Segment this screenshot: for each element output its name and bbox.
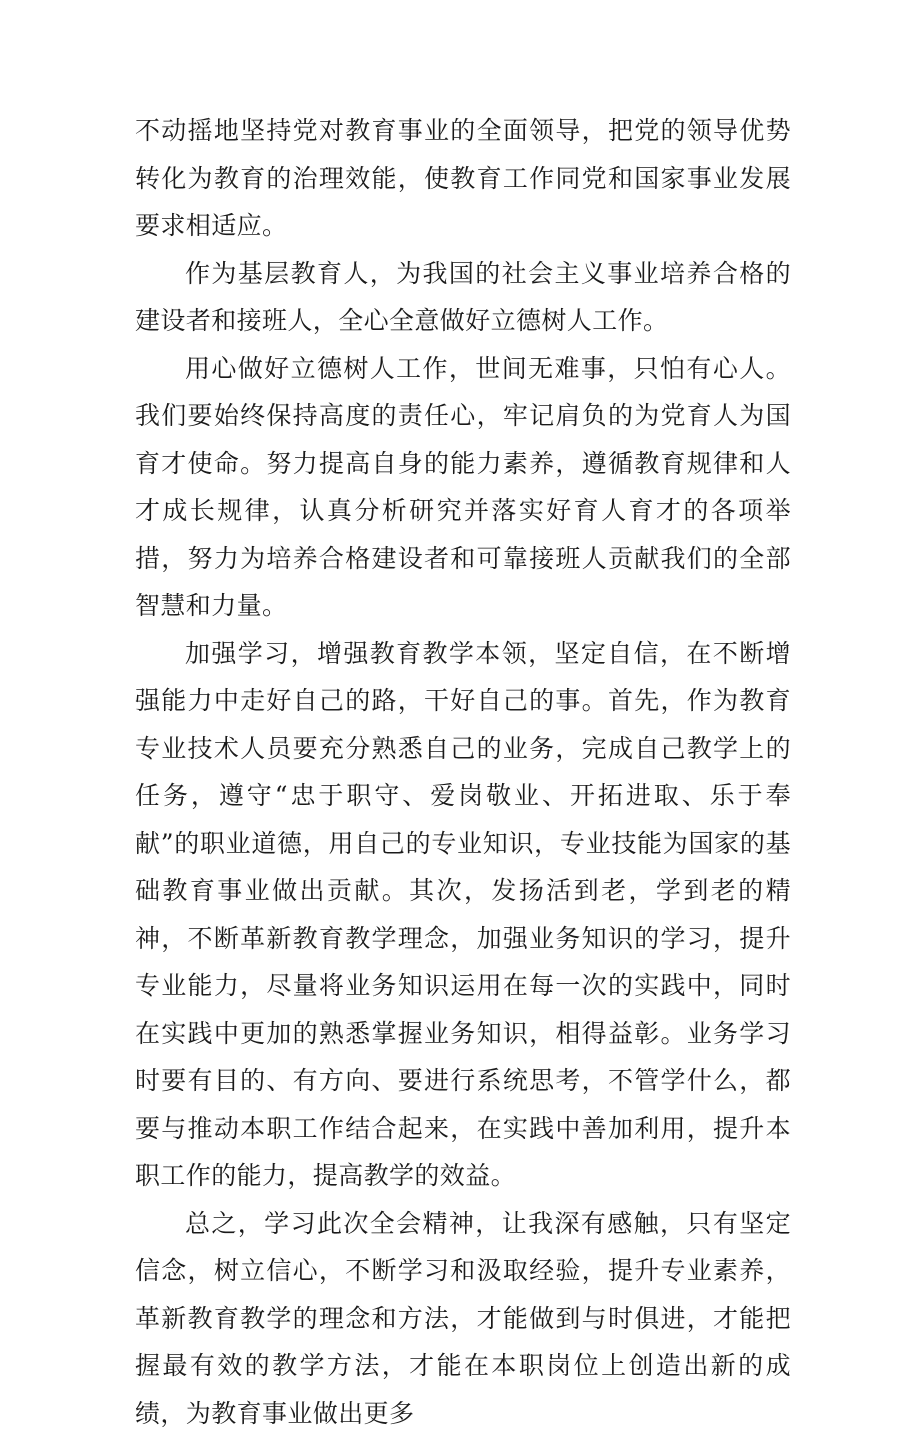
body-text — [135, 107, 791, 1437]
paragraph-5: 总之，学习此次全会精神，让我深有感触，只有坚定信念，树立信心，不断学习和汲取经验，提升专业素养，革新教育教学的理念和方法，才能做到与时俱进，才能把握最有效的教学方法，才能在本职岗位上创造出新的成绩，为教育事业做出更多 — [135, 1200, 791, 1437]
paragraph-1: 不动摇地坚持党对教育事业的全面领导，把党的领导优势转化为教育的治理效能，使教育工作同党和国家事业发展要求相适应。 — [135, 107, 791, 250]
paragraph-4: 加强学习，增强教育教学本领，坚定自信，在不断增强能力中走好自己的路，干好自己的事。首先，作为教育专业技术人员要充分熟悉自己的业务，完成自己教学上的任务，遵守“忠于职守、爱岗敬业、开拓进取、乐于奉献”的职业道德，用自己的专业知识，专业技能为国家的基础教育事业做出贡献。其次，发扬活到老，学到老的精神，不断革新教育教学理念，加强业务知识的学习，提升专业能力，尽量将业务知识运用在每一次的实践中，同时在实践中更加的熟悉掌握业务知识，相得益彰。业务学习时要有目的、有方向、要进行系统思考，不管学什么，都要与推动本职工作结合起来，在实践中善加利用，提升本职工作的能力，提高教学的效益。 — [135, 630, 791, 1200]
paragraph-3: 用心做好立德树人工作，世间无难事，只怕有心人。我们要始终保持高度的责任心，牢记肩负的为党育人为国育才使命。努力提高自身的能力素养，遵循教育规律和人才成长规律，认真分析研究并落实好育人育才的各项举措，努力为培养合格建设者和可靠接班人贡献我们的全部智慧和力量。 — [135, 345, 791, 630]
paragraph-2: 作为基层教育人，为我国的社会主义事业培养合格的建设者和接班人，全心全意做好立德树人工作。 — [135, 250, 791, 345]
